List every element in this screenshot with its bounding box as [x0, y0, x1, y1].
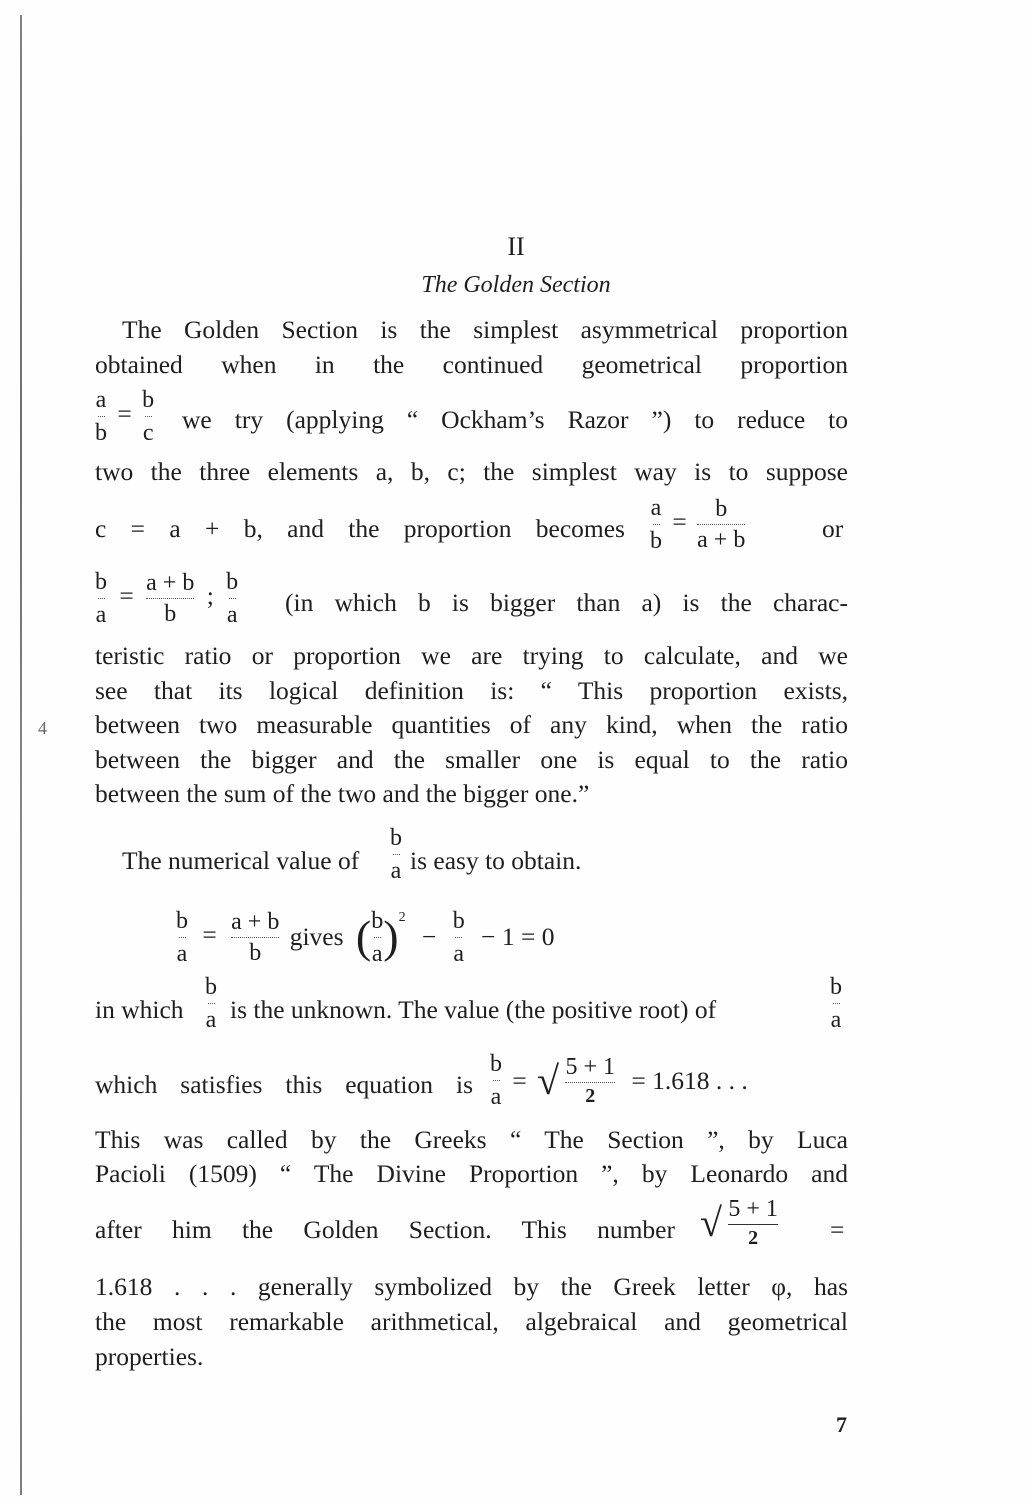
denominator: 2 [748, 1227, 759, 1249]
fraction-bar [697, 524, 745, 525]
numerator: b [95, 569, 107, 595]
fraction-a-over-b [650, 496, 662, 553]
fraction-bar [653, 524, 660, 525]
p2-line1-end: is easy to obtain. [410, 846, 582, 875]
numerator: b [205, 974, 217, 1000]
p3-line3 [95, 1195, 848, 1265]
denominator: b [650, 528, 662, 554]
right-paren: ) [383, 911, 399, 963]
equation-tail: − 1 = 0 [481, 922, 555, 952]
fraction-bar [833, 1003, 840, 1004]
p1-line5 [95, 494, 848, 558]
numerator: b [142, 387, 155, 413]
fraction-b-over-a [830, 975, 842, 1032]
p1-line6-text: (in which b is bigger than a) is the charac- [285, 588, 848, 617]
fraction [390, 826, 402, 883]
p1-line7: teristic ratio or proportion we are trying to calculate, and we [95, 641, 848, 670]
chapter-title: The Golden Section [421, 272, 611, 298]
fraction-bar [98, 416, 105, 417]
fraction-bar [208, 1003, 215, 1004]
p1-line3-text: we try (applying “ Ockham’s Razor ”) to reduce to [182, 405, 848, 434]
fraction-bar [565, 1082, 615, 1083]
p1-line6 [95, 570, 848, 634]
denominator: a + b [697, 527, 746, 553]
p1-line11: between the sum of the two and the bigger one.” [95, 779, 590, 808]
fraction [830, 975, 842, 1032]
equals-sign: = [202, 920, 217, 949]
denominator: a [205, 1007, 217, 1033]
fraction-bar [374, 937, 381, 938]
chapter-number: II [507, 232, 525, 261]
fraction-b-over-a [205, 975, 217, 1032]
numerator: b [390, 825, 402, 851]
fraction-a-plus-b-over-b [146, 571, 194, 626]
p2-line1 [122, 826, 875, 890]
fraction-bar [493, 1080, 500, 1081]
p2-line3-mid: is the unknown. The value (the positive root) of [230, 995, 717, 1024]
p2-line1-start: The numerical value of [122, 846, 360, 875]
numerator: b [490, 1051, 502, 1077]
golden-ratio-value: = 1.618 . . . [631, 1065, 748, 1095]
fraction-5-plus-1-over-2 [728, 1197, 778, 1248]
fraction-bar [229, 598, 236, 599]
p3-line4: 1.618 . . . generally symbolized by the Greek letter φ, has [95, 1272, 848, 1301]
p2-line3 [95, 975, 848, 1039]
denominator: b [164, 601, 177, 627]
fraction-b-over-a [176, 909, 188, 966]
denominator: a [390, 858, 402, 884]
semicolon: ; [206, 581, 214, 611]
fraction-bar [728, 1224, 778, 1225]
numerator: b [452, 907, 465, 934]
numerator: a [95, 387, 107, 413]
fraction [205, 975, 217, 1032]
numerator: a [650, 495, 662, 521]
denominator: a [453, 940, 465, 967]
equation-a-b-ratio [650, 496, 745, 553]
root-expression [700, 1197, 778, 1248]
fraction-b-over-a-plus-b [697, 497, 745, 552]
fraction-bar [146, 598, 194, 599]
equals-sign: = [119, 581, 134, 611]
fraction-b-over-c [142, 388, 154, 445]
p1-line2: obtained when in the continued geometrical proportion [95, 350, 848, 379]
numerator: a + b [146, 570, 195, 596]
fraction-5-plus-1-over-2 [565, 1055, 615, 1106]
denominator: b [249, 939, 262, 966]
fraction-b-over-a [371, 909, 383, 966]
fraction-bar [455, 937, 462, 938]
p3-line2: Pacioli (1509) “ The Divine Proportion ”, by Leonardo and [95, 1159, 848, 1188]
denominator: a [176, 940, 188, 967]
square-root-sign: √ [537, 1057, 560, 1103]
p2-line3-start: in which [95, 995, 184, 1024]
fraction-bar [98, 598, 105, 599]
equals-sign: = [117, 399, 132, 429]
p1-line1: The Golden Section is the simplest asymmetrical proportion [122, 315, 848, 344]
p2-equation [176, 903, 676, 967]
denominator: b [95, 420, 107, 446]
p1-line8: see that its logical definition is: “ This proportion exists, [95, 676, 848, 705]
p2-line4-start: which satisfies this equation is [95, 1070, 473, 1099]
denominator: a [226, 602, 238, 628]
p1-line10: between the bigger and the smaller one is equal to the ratio [95, 745, 848, 774]
numerator: 5 + 1 [728, 1196, 778, 1222]
equals-sign: = [672, 507, 687, 537]
p1-line9: between two measurable quantities of any kind, when the ratio [95, 710, 848, 739]
fraction-b-over-a [390, 826, 402, 883]
fraction-b-over-a [226, 570, 238, 627]
denominator: a [95, 602, 107, 628]
p1-line4: two the three elements a, b, c; the simplest way is to suppose [95, 457, 848, 486]
p1-line5-text: c = a + b, and the proportion becomes [95, 514, 625, 543]
denominator: a [490, 1084, 502, 1110]
fraction-a-over-b [95, 388, 107, 445]
fraction-bar [393, 854, 400, 855]
gives-word: gives [289, 922, 344, 952]
or-word: or [822, 514, 844, 543]
p3-line5: the most remarkable arithmetical, algebraical and geometrical [95, 1307, 848, 1336]
fraction-bar [145, 416, 152, 417]
exponent: 2 [398, 910, 406, 925]
numerator: b [371, 907, 384, 934]
numerator: b [830, 974, 842, 1000]
numerator: 5 + 1 [565, 1054, 616, 1080]
p2-line4 [95, 1050, 848, 1120]
fraction-b-over-a [95, 570, 107, 627]
denominator: a [371, 940, 383, 967]
minus-sign: − [421, 922, 437, 952]
numerator: b [226, 569, 239, 595]
page-number: 7 [836, 1412, 847, 1437]
numerator: b [176, 907, 188, 934]
fraction-b-over-a [453, 909, 465, 966]
p3-line6: properties. [95, 1342, 204, 1371]
denominator: a [830, 1007, 842, 1033]
fraction-a-plus-b-over-b [231, 910, 279, 965]
numerator: a + b [231, 908, 280, 935]
denominator: 2 [585, 1085, 596, 1107]
left-paren: ( [355, 911, 372, 963]
p3-line3-text: after him the Golden Section. This number [95, 1215, 675, 1244]
fraction-bar [179, 937, 186, 938]
numerator: b [715, 496, 728, 522]
fraction-bar [231, 937, 279, 938]
fraction-b-over-a [490, 1052, 502, 1109]
root-equation [490, 1052, 748, 1109]
denominator: c [142, 420, 154, 446]
equals-sign: = [830, 1215, 845, 1244]
p1-line3 [95, 388, 848, 448]
square-root-sign: √ [700, 1199, 722, 1245]
equals-sign: = [512, 1065, 527, 1095]
p3-line1: This was called by the Greeks “ The Section ”, by Luca [95, 1125, 848, 1154]
margin-mark: 4 [38, 718, 47, 738]
